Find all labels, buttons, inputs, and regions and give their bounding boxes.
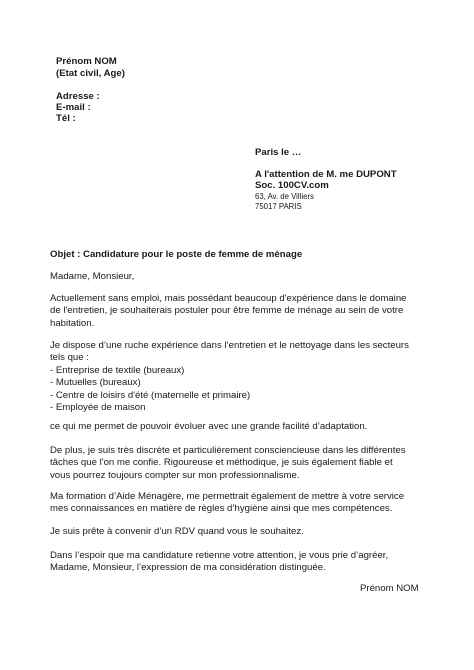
recipient-city: 75017 PARIS <box>255 202 302 211</box>
paragraph-line: habitation. <box>50 317 95 329</box>
sender-civil: (Etat civil, Age) <box>56 68 125 79</box>
paragraph-6 <box>50 526 430 538</box>
list-item: - Employée de maison <box>50 402 146 414</box>
paragraph-4 <box>50 445 430 482</box>
paragraph-5 <box>50 491 430 516</box>
paragraph-line: Je dispose d’une ruche expérience dans l’entretien et le nettoyage dans les secteurs <box>50 340 409 351</box>
list-item: - Entreprise de textile (bureaux) <box>50 364 185 376</box>
paragraph-3 <box>50 421 430 433</box>
paragraph-line: Je suis prête à convenir d’un RDV quand vous le souhaitez. <box>50 526 304 537</box>
recipient-attention: A l'attention de M. me DUPONT <box>255 169 397 180</box>
paragraph-line: ce qui me permet de pouvoir évoluer avec une grande facilité d’adaptation. <box>50 421 368 432</box>
paragraph-7 <box>50 550 430 575</box>
paragraph-line: Ma formation d’Aide Ménagère, me permettrait également de mettre à votre service <box>50 491 405 502</box>
place-date: Paris le … <box>255 147 302 158</box>
sender-email: E-mail : <box>56 102 91 113</box>
list-item: - Centre de loisirs d'été (maternelle et primaire) <box>50 389 251 401</box>
paragraph-line: tels que : <box>50 352 89 364</box>
paragraph-line: de l'entretien, je souhaiterais postuler pour être femme de ménage au sein de votre <box>50 305 404 317</box>
recipient-company: Soc. 100CV.com <box>255 180 329 191</box>
paragraph-line: vous pourrez toujours compter sur mon professionnalisme. <box>50 469 300 481</box>
paragraph-line: Dans l’espoir que ma candidature retienne votre attention, je vous prie d’agréer, <box>50 550 389 561</box>
paragraph-line: Actuellement sans emploi, mais possédant beaucoup d'expérience dans le domaine <box>50 293 407 304</box>
paragraph-line: mes connaissances en matière de règles d’hygiène ainsi que mes compétences. <box>50 503 393 515</box>
paragraph-line: Madame, Monsieur, l’expression de ma considération distinguée. <box>50 562 326 574</box>
sender-phone: Tél : <box>56 113 76 124</box>
subject-line: Objet : Candidature pour le poste de femme de ménage <box>50 249 303 260</box>
paragraph-2 <box>50 340 430 414</box>
recipient-street: 63, Av. de Villiers <box>255 192 314 201</box>
sender-name: Prénom NOM <box>56 56 117 67</box>
salutation: Madame, Monsieur, <box>50 271 135 282</box>
signature: Prénom NOM <box>360 583 419 594</box>
list-item: - Mutuelles (bureaux) <box>50 377 141 389</box>
paragraph-1 <box>50 293 430 330</box>
sender-address: Adresse : <box>56 91 100 102</box>
paragraph-line: tâches que l'on me confie. Rigoureuse et méthodique, je suis également fiable et <box>50 457 393 469</box>
paragraph-line: De plus, je suis très discrète et particulièrement consciencieuse dans les différentes <box>50 445 406 456</box>
